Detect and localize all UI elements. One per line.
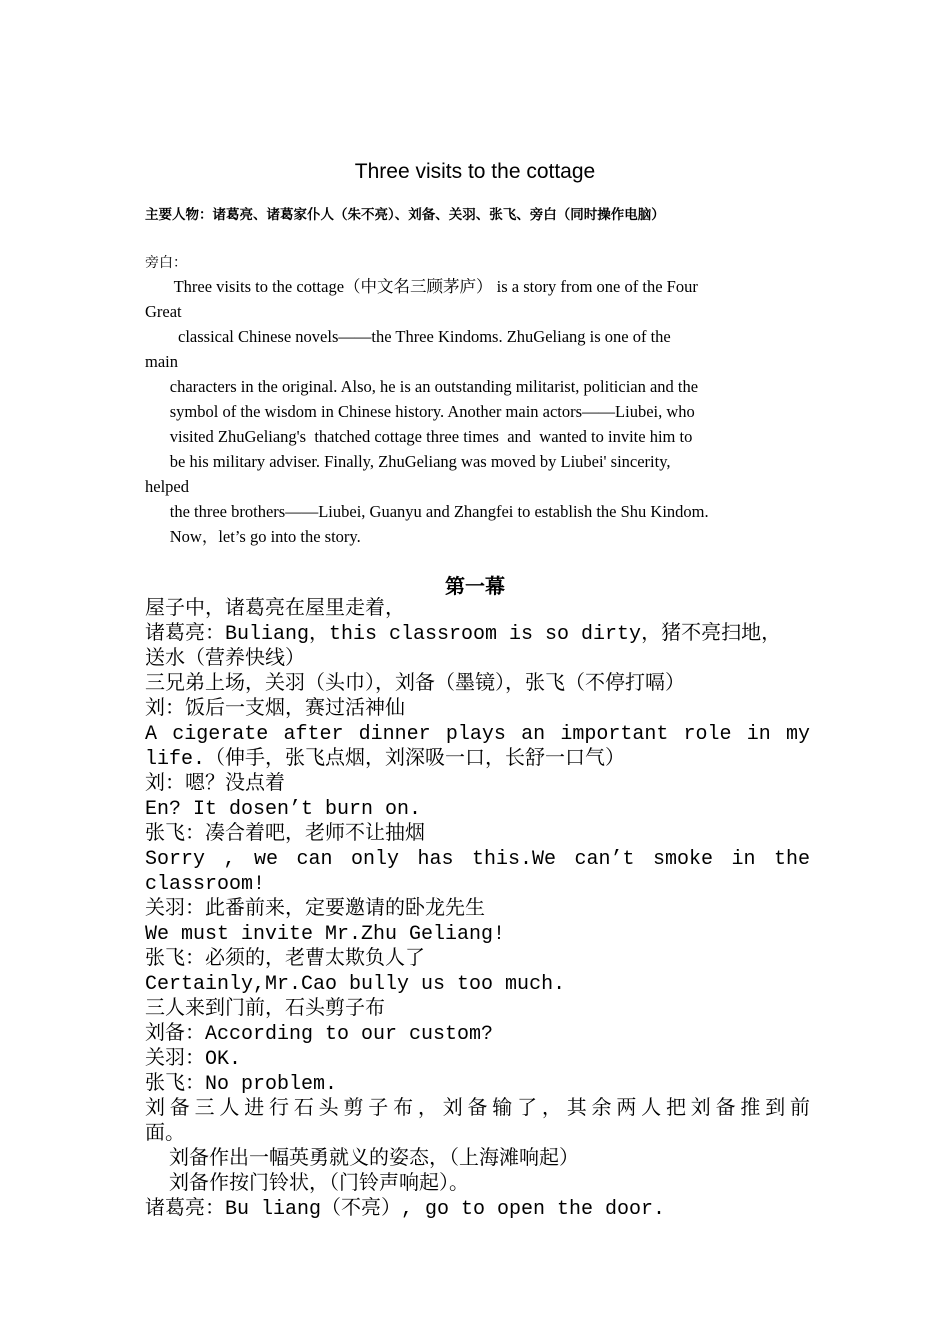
narration-paragraph [145, 274, 825, 549]
narration-line: classical Chinese novels——the Three Kindoms. ZhuGeliang is one of the [145, 327, 671, 346]
script-line: 刘：饭后一支烟，赛过活神仙 [145, 698, 405, 721]
script-line: 刘备作出一幅英勇就义的姿态，（上海滩响起） [145, 1148, 580, 1171]
script-line: 刘：嗯？没点着 [145, 773, 285, 796]
script-line: 刘备三人进行石头剪子布，刘备输了，其余两人把刘备推到前 [145, 1098, 810, 1121]
script-line: 关羽：OK. [145, 1048, 242, 1071]
script-line: En? It dosen’t burn on. [145, 798, 422, 821]
narration-line: visited ZhuGeliang's thatched cottage three times and wanted to invite him to [145, 427, 693, 446]
script-line: 诸葛亮：Bu liang（不亮）, go to open the door. [145, 1198, 666, 1221]
script-line: 张飞：凑合着吧，老师不让抽烟 [145, 823, 425, 846]
script-line: 关羽：此番前来，定要邀请的卧龙先生 [145, 898, 485, 921]
document-title: Three visits to the cottage [354, 160, 596, 183]
narration-line: the three brothers——Liubei, Guanyu and Zhangfei to establish the Shu Kindom. [145, 502, 709, 521]
narration-line: Great [145, 302, 182, 321]
narration-line: characters in the original. Also, he is an outstanding militarist, politician and the [145, 377, 699, 396]
script-line: Sorry , we can only has this.We can’t smoke in the [145, 848, 810, 871]
script-line: Certainly,Mr.Cao bully us too much. [145, 973, 566, 996]
script-line: classroom! [145, 873, 266, 896]
characters-line: 主要人物：诸葛亮、诸葛家仆人（朱不亮）、刘备、关羽、张飞、旁白（同时操作电脑） [145, 207, 665, 223]
narration-line: helped [145, 477, 189, 496]
script-line: 三兄弟上场，关羽（头巾），刘备（墨镜），张飞（不停打嗝） [145, 673, 685, 696]
script-line: 送水（营养快线） [145, 648, 305, 671]
script-line: 三人来到门前，石头剪子布 [145, 998, 385, 1021]
script-body [145, 597, 810, 1222]
script-line: 屋子中，诸葛亮在屋里走着， [145, 598, 405, 621]
script-line: A cigerate after dinner plays an important role in my [145, 723, 810, 746]
script-line: 诸葛亮：Buliang，this classroom is so dirty，猪不亮扫地， [145, 623, 782, 646]
narration-line: symbol of the wisdom in Chinese history. Another main actors——Liubei, who [145, 402, 695, 421]
script-line: life.（伸手，张飞点烟，刘深吸一口，长舒一口气） [145, 748, 626, 771]
narration-line: Three visits to the cottage（中文名三顾茅庐） is a story from one of the Four [145, 277, 698, 296]
narration-line: be his military adviser. Finally, ZhuGeliang was moved by Liubei' sincerity, [145, 452, 671, 471]
narration-line: Now，let’s go into the story. [145, 527, 361, 546]
act-title: 第一幕 [445, 574, 505, 598]
script-line: 张飞：No problem. [145, 1073, 338, 1096]
script-line: 张飞：必须的，老曹太欺负人了 [145, 948, 425, 971]
script-line: 刘备作按门铃状，（门铃声响起）。 [145, 1173, 470, 1196]
script-line: 刘备：According to our custom? [145, 1023, 494, 1046]
narration-label: 旁白： [145, 255, 187, 271]
script-line: We must invite Mr.Zhu Geliang! [145, 923, 506, 946]
script-line: 面。 [145, 1123, 185, 1146]
narration-line: main [145, 352, 178, 371]
